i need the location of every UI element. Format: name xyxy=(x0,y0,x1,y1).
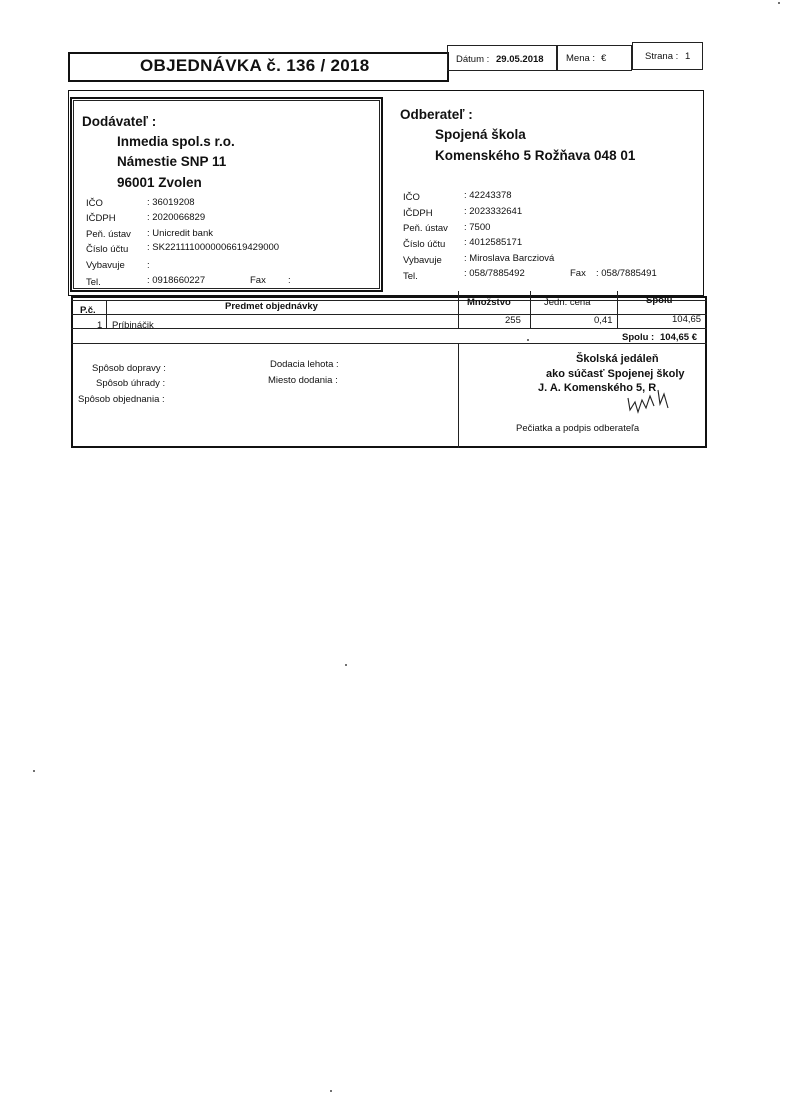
stamp-line-3: J. A. Komenského 5, R xyxy=(538,382,657,394)
sum-label: Spolu : xyxy=(622,332,655,343)
customer-account-label: Číslo účtu xyxy=(403,239,446,250)
supplier-heading: Dodávateľ : xyxy=(82,114,157,129)
customer-bank-label: Peň. ústav xyxy=(403,223,448,234)
payment-method-label: Spôsob úhrady : xyxy=(96,378,166,389)
customer-address: Komenského 5 Rožňava 048 01 xyxy=(435,148,636,163)
supplier-bank-label: Peň. ústav xyxy=(86,229,131,240)
date-label: Dátum : xyxy=(456,54,490,65)
transport-method-label: Spôsob dopravy : xyxy=(92,363,166,374)
scan-speck xyxy=(778,2,780,4)
table-header-top-line xyxy=(71,300,707,301)
col-header-item: Predmet objednávky xyxy=(225,301,318,312)
customer-tel-label: Tel. xyxy=(403,271,418,282)
supplier-handles: : xyxy=(147,260,150,271)
supplier-street: Námestie SNP 11 xyxy=(117,154,227,169)
supplier-name: Inmedia spol.s r.o. xyxy=(117,134,235,149)
customer-account: : 4012585171 xyxy=(464,237,523,248)
page-number-label: Strana : xyxy=(645,51,679,62)
customer-icdph: : 2023332641 xyxy=(464,206,523,217)
supplier-ico: : 36019208 xyxy=(147,197,195,208)
col-header-no: P.č. xyxy=(80,305,96,316)
supplier-ico-label: IČO xyxy=(86,198,103,209)
row-unit-price: 0,41 xyxy=(594,315,613,326)
table-sum-bottom-line xyxy=(71,343,707,344)
row-total: 104,65 xyxy=(672,314,702,325)
scan-speck xyxy=(33,770,35,772)
customer-heading: Odberateľ : xyxy=(400,107,473,122)
col-header-total: Spolu xyxy=(646,295,673,306)
supplier-icdph-label: IČDPH xyxy=(86,213,116,224)
scan-speck xyxy=(345,664,347,666)
row-no: 1 xyxy=(97,320,103,331)
date-value: 29.05.2018 xyxy=(496,54,544,65)
row-item: Príbináčik xyxy=(112,320,154,331)
supplier-fax: : xyxy=(288,275,291,286)
scan-speck xyxy=(527,339,529,341)
page-title: OBJEDNÁVKA č. 136 / 2018 xyxy=(140,56,370,75)
supplier-tel-label: Tel. xyxy=(86,277,101,288)
customer-ico-label: IČO xyxy=(403,192,420,203)
scan-speck xyxy=(330,1090,332,1092)
stamp-line-2: ako súčasť Spojenej školy xyxy=(546,368,685,380)
row-qty: 255 xyxy=(505,315,521,326)
table-col-sep-footer xyxy=(458,343,459,448)
supplier-bank: : Unicredit bank xyxy=(147,228,214,239)
table-col-sep-1 xyxy=(106,300,107,328)
currency-label: Mena : xyxy=(566,53,596,64)
customer-tel: : 058/7885492 xyxy=(464,268,525,279)
customer-ico: : 42243378 xyxy=(464,190,512,201)
stamp-line-1: Školská jedáleň xyxy=(576,353,659,365)
col-header-unit: Jedn. cena xyxy=(544,297,591,308)
currency-value: € xyxy=(601,53,607,64)
customer-handles-label: Vybavuje xyxy=(403,255,442,266)
customer-name: Spojená škola xyxy=(435,127,526,142)
page-number-value: 1 xyxy=(685,51,691,62)
supplier-city: 96001 Zvolen xyxy=(117,175,202,190)
delivery-place-label: Miesto dodania : xyxy=(268,375,338,386)
table-col-sep-4 xyxy=(617,291,618,328)
sum-value: 104,65 € xyxy=(660,332,697,343)
customer-fax-label: Fax xyxy=(570,268,586,279)
supplier-handles-label: Vybavuje xyxy=(86,260,125,271)
customer-fax: : 058/7885491 xyxy=(596,268,657,279)
customer-icdph-label: IČDPH xyxy=(403,208,433,219)
customer-bank: : 7500 xyxy=(464,222,491,233)
table-col-sep-3 xyxy=(530,291,531,328)
supplier-tel: : 0918660227 xyxy=(147,275,206,286)
customer-handles: : Miroslava Barcziová xyxy=(464,253,555,264)
supplier-icdph: : 2020066829 xyxy=(147,212,206,223)
order-method-label: Spôsob objednania : xyxy=(78,394,165,405)
supplier-account: : SK2211110000006619429000 xyxy=(147,242,280,253)
stamp-and-signature-label: Pečiatka a podpis odberateľa xyxy=(516,423,640,434)
table-col-sep-2 xyxy=(458,291,459,328)
col-header-qty: Množstvo xyxy=(467,297,511,308)
supplier-fax-label: Fax xyxy=(250,275,266,286)
signature xyxy=(624,378,694,418)
table-row-bottom-line xyxy=(71,328,707,329)
supplier-account-label: Číslo účtu xyxy=(86,244,129,255)
delivery-term-label: Dodacia lehota : xyxy=(270,359,339,370)
